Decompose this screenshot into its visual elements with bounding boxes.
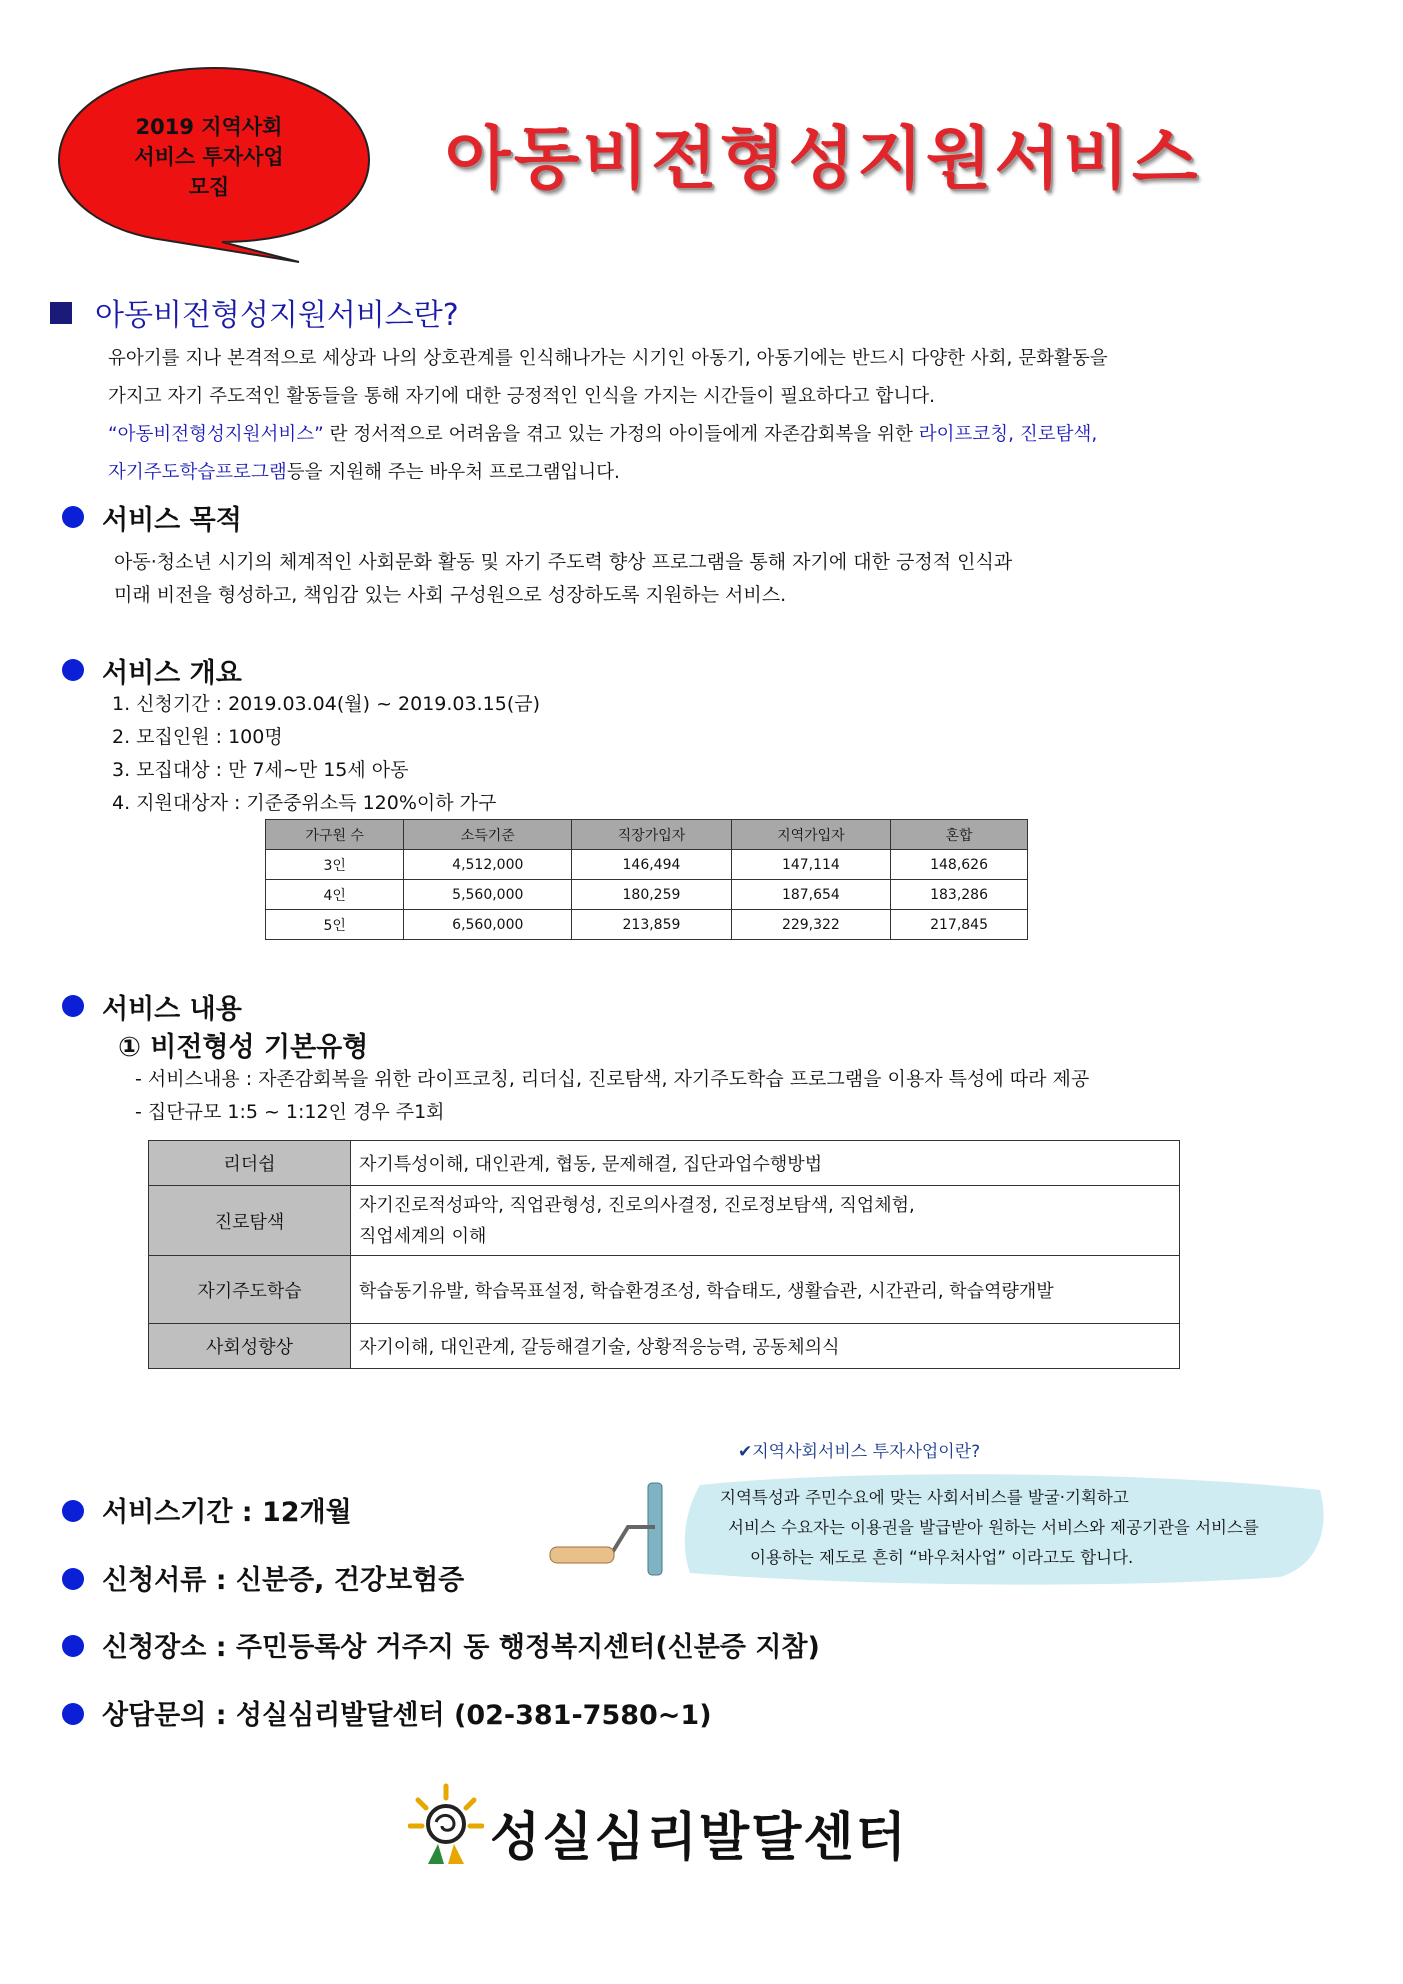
table-cell-label: 리더쉽: [149, 1141, 351, 1186]
table-header: 지역가입자: [731, 820, 890, 850]
table-row: [266, 910, 1028, 940]
table-cell: 213,859: [572, 910, 731, 940]
cell-line: 학습동기유발, 학습목표설정, 학습환경조성, 학습태도, 생활습관, 시간관리, 학습역량개발: [359, 1280, 1054, 1302]
service-name-quote: “아동비전형성지원서비스”: [108, 424, 324, 445]
table-cell: 4,512,000: [404, 850, 572, 880]
table-cell: 146,494: [572, 850, 731, 880]
bullet-dot-icon: [62, 1500, 84, 1522]
badge-line-2: 서비스 투자사업: [134, 145, 284, 169]
table-cell: 217,845: [891, 910, 1028, 940]
note-text: [720, 1483, 1340, 1573]
bullet-dot-icon: [62, 995, 84, 1017]
square-bullet-icon: [50, 302, 72, 324]
program-highlight-2: 자기주도학습프로그램: [108, 462, 287, 483]
table-cell: [351, 1186, 1180, 1256]
cell-line: 자기이해, 대인관계, 갈등해결기술, 상황적응능력, 공동체의식: [359, 1337, 840, 1358]
table-cell: [351, 1324, 1180, 1369]
badge-line-1: 2019 지역사회: [135, 115, 283, 139]
table-cell: 5인: [266, 910, 404, 940]
cell-line: 자기진로적성파악, 직업관형성, 진로의사결정, 진로정보탐색, 직업체험,: [359, 1194, 915, 1216]
table-cell: [351, 1141, 1180, 1186]
list-item: 3. 모집대상 : 만 7세~만 15세 아동: [112, 759, 409, 781]
intro-line-4-text: 등을 지원해 주는 바우처 프로그램입니다.: [286, 462, 620, 483]
bullet-dot-icon: [62, 1703, 84, 1725]
program-highlight-1: 라이프코칭, 진로탐색,: [918, 424, 1098, 445]
table-cell-label: 진로탐색: [149, 1186, 351, 1256]
table-row: [149, 1186, 1180, 1256]
content-subheading: ① 비전형성 기본유형: [118, 1032, 369, 1063]
table-row: [149, 1141, 1180, 1186]
table-header-row: [266, 820, 1028, 850]
list-item: 1. 신청기간 : 2019.03.04(월) ~ 2019.03.15(금): [112, 693, 540, 715]
cell-line: 자기특성이해, 대인관계, 협동, 문제해결, 집단과업수행방법: [359, 1154, 823, 1175]
purpose-text: [114, 546, 1334, 612]
table-cell: 180,259: [572, 880, 731, 910]
intro-line-3-text: 란 정서적으로 어려움을 겪고 있는 가정의 아이들에게 자존감회복을 위한: [323, 424, 919, 445]
list-item: 2. 모집인원 : 100명: [112, 726, 283, 748]
page-title: 아동비전형성지원서비스: [445, 120, 1201, 199]
note-line-1: 지역특성과 주민수요에 맞는 사회서비스를 발굴·기획하고: [720, 1488, 1129, 1507]
table-cell: 148,626: [891, 850, 1028, 880]
table-cell: 5,560,000: [404, 880, 572, 910]
note-title: ✔지역사회서비스 투자사업이란?: [738, 1442, 981, 1462]
table-cell: 147,114: [731, 850, 890, 880]
purpose-heading: 서비스 목적: [102, 505, 242, 536]
table-cell: 183,286: [891, 880, 1028, 910]
content-bullets: [135, 1063, 1375, 1129]
income-table: [265, 819, 1028, 940]
purpose-line-2: 미래 비전을 형성하고, 책임감 있는 사회 구성원으로 성장하도록 지원하는 서비스.: [114, 584, 787, 606]
bullet-dot-icon: [62, 1568, 84, 1590]
application-place: 신청장소 : 주민등록상 거주지 동 행정복지센터(신분증 지참): [102, 1632, 820, 1663]
bullet-dot-icon: [62, 1635, 84, 1657]
table-cell: 3인: [266, 850, 404, 880]
intro-text: [108, 340, 1338, 492]
table-cell: 187,654: [731, 880, 890, 910]
note-line-3: 이용하는 제도로 흔히 “바우처사업” 이라고도 합니다.: [750, 1548, 1134, 1567]
list-item: - 서비스내용 : 자존감회복을 위한 라이프코칭, 리더십, 진로탐색, 자기주도학습 프로그램을 이용자 특성에 따라 제공: [135, 1068, 1090, 1090]
overview-heading: 서비스 개요: [102, 658, 242, 689]
table-header: 가구원 수: [266, 820, 404, 850]
purpose-line-1: 아동·청소년 시기의 체계적인 사회문화 활동 및 자기 주도력 향상 프로그램을 통해 자기에 대한 긍정적 인식과: [114, 551, 1013, 573]
recruit-badge: [44, 60, 384, 265]
note-line-2: 서비스 수요자는 이용권을 발급받아 원하는 서비스와 제공기관을 서비스를: [728, 1518, 1259, 1537]
table-row: [266, 880, 1028, 910]
table-cell-label: 자기주도학습: [149, 1256, 351, 1324]
table-cell-label: 사회성향상: [149, 1324, 351, 1369]
table-header: 혼합: [891, 820, 1028, 850]
contact-info: 상담문의 : 성실심리발달센터 (02-381-7580~1): [102, 1700, 712, 1731]
required-documents: 신청서류 : 신분증, 건강보험증: [102, 1565, 465, 1596]
intro-line-2: 가지고 자기 주도적인 활동들을 통해 자기에 대한 긍정적인 인식을 가지는 시간들이 필요하다고 합니다.: [108, 386, 936, 407]
intro-heading: 아동비전형성지원서비스란?: [95, 298, 459, 333]
table-cell: 229,322: [731, 910, 890, 940]
sun-logo-icon: [408, 1782, 484, 1872]
table-row: [266, 850, 1028, 880]
table-cell: 6,560,000: [404, 910, 572, 940]
badge-line-3: 모집: [188, 175, 230, 199]
table-cell: [351, 1256, 1180, 1324]
intro-line-4: [108, 454, 1338, 492]
list-item: - 집단규모 1:5 ~ 1:12인 경우 주1회: [135, 1101, 445, 1123]
service-period: 서비스기간 : 12개월: [102, 1497, 352, 1528]
content-heading: 서비스 내용: [102, 994, 242, 1025]
table-header: 소득기준: [404, 820, 572, 850]
center-name: 성실심리발달센터: [490, 1808, 908, 1868]
table-cell: 4인: [266, 880, 404, 910]
table-row: [149, 1256, 1180, 1324]
bullet-dot-icon: [62, 506, 84, 528]
intro-line-1: 유아기를 지나 본격적으로 세상과 나의 상호관계를 인식해나가는 시기인 아동기, 아동기에는 반드시 다양한 사회, 문화활동을: [108, 348, 1108, 369]
overview-list: [112, 688, 540, 820]
table-header: 직장가입자: [572, 820, 731, 850]
cell-line: 직업세계의 이해: [359, 1225, 487, 1247]
bullet-dot-icon: [62, 659, 84, 681]
program-table: [148, 1140, 1180, 1369]
list-item: 4. 지원대상자 : 기준중위소득 120%이하 가구: [112, 792, 497, 814]
table-row: [149, 1324, 1180, 1369]
intro-line-3: [108, 416, 1338, 454]
